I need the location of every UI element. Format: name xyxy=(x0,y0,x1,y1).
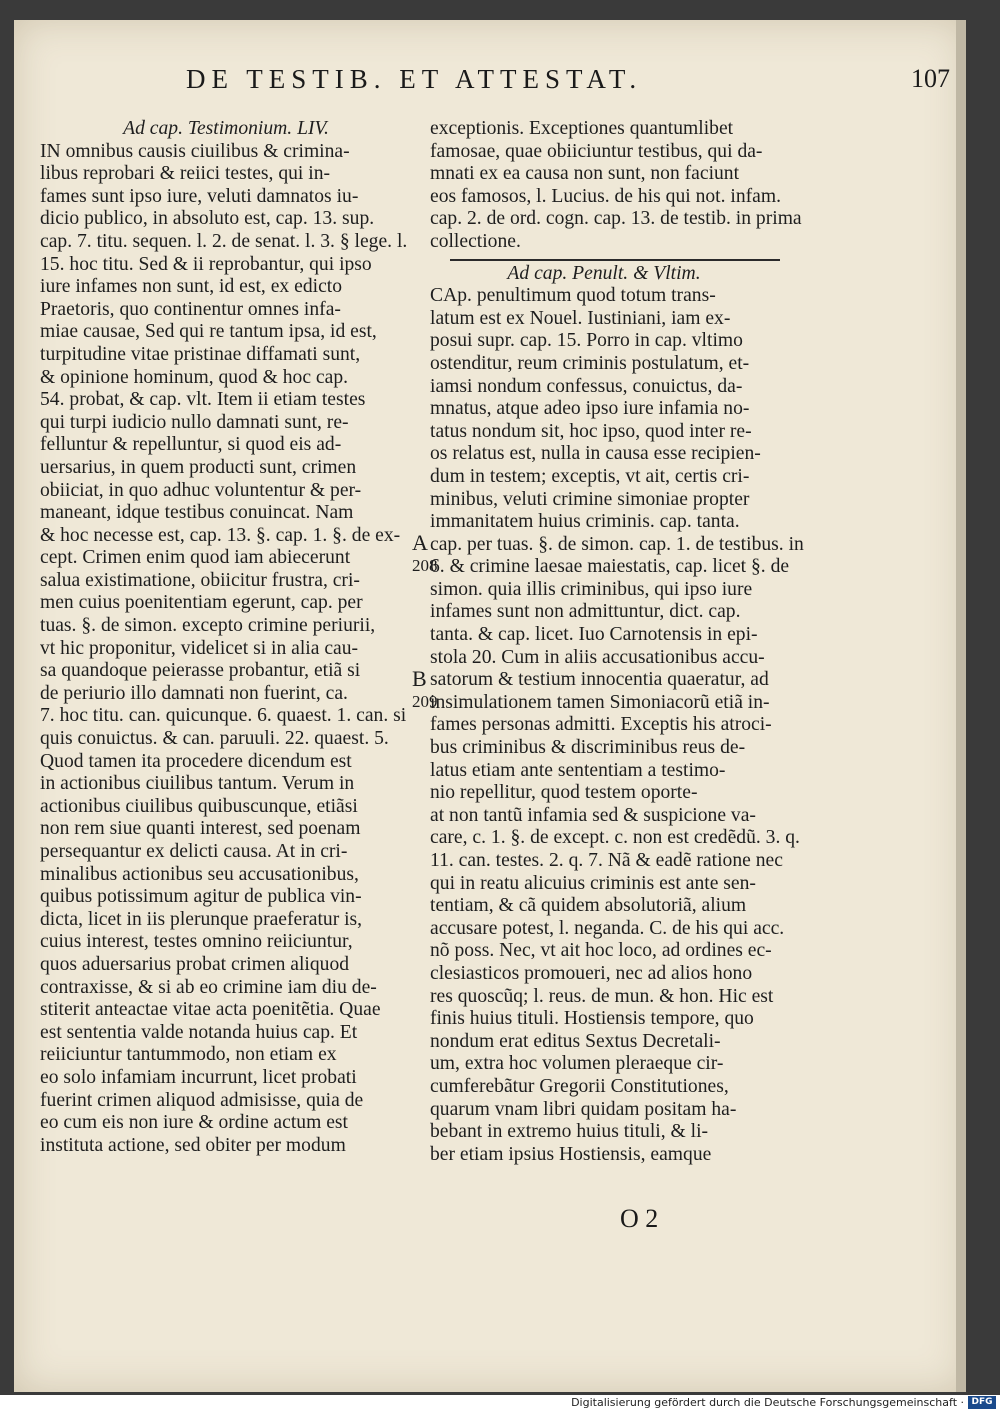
text-line: fames sunt ipso iure, veluti damnatos iu- xyxy=(40,185,359,207)
margin-note-b xyxy=(412,666,438,712)
text-line: bus criminibus & discriminibus reus de- xyxy=(430,737,746,759)
text-line: stiterit anteactae vitae acta poenitẽtia. Quae xyxy=(40,999,381,1021)
text-line: iure infames non sunt, id est, ex edicto xyxy=(40,276,343,298)
right-column-top-text xyxy=(430,118,802,254)
text-line: sa quandoque peierasse probantur, etiã si xyxy=(40,660,361,682)
text-line: accusare potest, l. neganda. C. de his qui acc. xyxy=(430,917,785,939)
margin-letter: B xyxy=(412,666,427,691)
text-line: tatus nondum sit, hoc ipso, quod inter re- xyxy=(430,420,752,442)
text-line: latus etiam ante sententiam a testimo- xyxy=(430,759,726,781)
text-line: tentiam, & cã quidem absolutoriã, alium xyxy=(430,895,747,917)
text-line: quos aduersarius probat crimen aliquod xyxy=(40,953,350,975)
text-line: IN omnibus causis ciuilibus & crimina- xyxy=(40,140,350,162)
section-divider xyxy=(450,259,780,261)
text-line: maneant, idque testibus conuincat. Nam xyxy=(40,502,354,524)
text-line: um, extra hoc volumen pleraeque cir- xyxy=(430,1053,724,1075)
text-line: infames sunt non admittuntur, dict. cap. xyxy=(430,601,741,623)
text-line: CAp. penultimum quod totum trans- xyxy=(430,285,716,307)
text-line: instituta actione, sed obiter per modum xyxy=(40,1134,346,1156)
text-line: care, c. 1. §. de except. c. non est credẽdũ. 3. q. xyxy=(430,827,800,849)
text-line: de periurio illo damnati non fuerint, ca. xyxy=(40,682,348,704)
text-line: bebant in extremo huius tituli, & li- xyxy=(430,1121,709,1143)
text-line: cumferebãtur Gregorii Constitutiones, xyxy=(430,1075,729,1097)
text-line: vt hic proponitur, videlicet si in alia cau- xyxy=(40,637,359,659)
text-line: famosae, quae obiiciuntur testibus, qui da- xyxy=(430,140,763,162)
text-line: at non tantũ infamia sed & suspicione va- xyxy=(430,804,756,826)
text-line: cuius interest, testes omnino reiiciuntur, xyxy=(40,931,353,953)
text-line: felluntur & repelluntur, si quod eis ad- xyxy=(40,434,342,456)
text-line: simon. quia illis criminibus, qui ipso iure xyxy=(430,578,753,600)
section-heading: Ad cap. Testimonium. LIV. xyxy=(123,118,329,139)
text-line: quibus potissimum agitur de publica vin- xyxy=(40,886,362,908)
footer-credit: Digitalisierung gefördert durch die Deutsche Forschungsgemeinschaft · xyxy=(571,1396,964,1409)
text-line: finis huius tituli. Hostiensis tempore, quo xyxy=(430,1008,754,1030)
left-column xyxy=(40,118,412,1157)
text-line: Quod tamen ita procedere dicendum est xyxy=(40,750,352,772)
text-line: res quoscũq; l. reus. de mun. & hon. Hic est xyxy=(430,985,774,1007)
text-line: 54. probat, & cap. vlt. Item ii etiam testes xyxy=(40,389,366,411)
text-line: cap. per tuas. §. de simon. cap. 1. de testibus. in xyxy=(430,533,804,555)
text-line: dicio publico, in absoluto est, cap. 13. sup. xyxy=(40,208,375,230)
text-line: non rem siue quanti interest, sed poenam xyxy=(40,818,361,840)
text-line: fuerint crimen aliquod admisisse, quia de xyxy=(40,1089,364,1111)
text-line: immanitatem huius criminis. cap. tanta. xyxy=(430,511,740,533)
text-line: nio repellitur, quod testem oporte- xyxy=(430,782,698,804)
text-line: reiiciuntur tantummodo, non etiam ex xyxy=(40,1044,337,1066)
text-line: insimulationem tamen Simoniacorũ etiã in- xyxy=(430,691,770,713)
text-line: turpitudine vitae pristinae diffamati sunt, xyxy=(40,343,361,365)
text-line: salua existimatione, obiicitur frustra, cri- xyxy=(40,569,360,591)
text-line: eos famosos, l. Lucius. de his qui not. infam. xyxy=(430,185,782,207)
text-line: exceptionis. Exceptiones quantumlibet xyxy=(430,118,734,139)
text-line: posui supr. cap. 15. Porro in cap. vltimo xyxy=(430,330,743,352)
text-line: 6. & crimine laesae maiestatis, cap. licet §. de xyxy=(430,556,790,578)
text-line: nondum erat editus Sextus Decretali- xyxy=(430,1030,721,1052)
text-line: nõ poss. Nec, vt ait hoc loco, ad ordines ec- xyxy=(430,940,772,962)
margin-note-a xyxy=(412,530,438,576)
right-column xyxy=(430,118,804,1166)
page-number: 107 xyxy=(911,64,950,93)
text-line: miae causae, Sed qui re tantum ipsa, id est, xyxy=(40,321,377,343)
text-line: clesiasticos promoueri, nec ad alios hono xyxy=(430,962,753,984)
text-line: fames personas admitti. Exceptis his atroci- xyxy=(430,714,772,736)
text-line: Praetoris, quo continentur omnes infa- xyxy=(40,298,341,320)
margin-number: 208 xyxy=(412,556,438,575)
running-title: DE TESTIB. ET ATTESTAT. xyxy=(186,64,643,94)
text-line: cap. 7. titu. sequen. l. 2. de senat. l. 3. § lege. l. xyxy=(40,230,408,252)
text-line: uersarius, in quem producti sunt, crimen xyxy=(40,456,357,478)
text-line: tuas. §. de simon. excepto crimine periurii, xyxy=(40,615,376,637)
text-line: eo cum eis non iure & ordine actum est xyxy=(40,1112,348,1134)
section-heading-2: Ad cap. Penult. & Vltim. xyxy=(507,262,701,284)
text-line: quis conuictus. & can. paruuli. 22. quaest. 5. xyxy=(40,728,389,750)
right-column-text xyxy=(430,285,804,1166)
text-line: ber etiam ipsius Hostiensis, eamque xyxy=(430,1143,712,1165)
text-line: & opinione hominum, quod & hoc cap. xyxy=(40,366,349,388)
page-edge xyxy=(956,20,966,1392)
signature-mark: O 2 xyxy=(620,1204,659,1233)
margin-letter: A xyxy=(412,530,428,555)
text-line: actionibus ciuilibus quibuscunque, etiãsi xyxy=(40,795,358,817)
text-line: 7. hoc titu. can. quicunque. 6. quaest. 1. can. si xyxy=(40,705,407,727)
text-line: qui in reatu alicuius criminis est ante sen- xyxy=(430,872,756,894)
text-line: tanta. & cap. licet. Iuo Carnotensis in epi- xyxy=(430,624,758,646)
text-line: dum in testem; exceptis, vt ait, certis cri- xyxy=(430,465,750,487)
footer xyxy=(0,1395,1000,1412)
text-line: os relatus est, nulla in causa esse recipien- xyxy=(430,443,761,465)
text-line: latum est ex Nouel. Iustiniani, iam ex- xyxy=(430,307,731,329)
margin-number: 209 xyxy=(412,692,438,711)
text-line: satorum & testium innocentia quaeratur, ad xyxy=(430,669,769,691)
text-line: est sententia valde notanda huius cap. Et xyxy=(40,1021,358,1043)
dfg-logo: DFG xyxy=(968,1396,996,1409)
text-line: mnatus, atque adeo ipso iure infamia no- xyxy=(430,398,750,420)
text-line: dicta, licet in iis plerunque praeferatur is, xyxy=(40,908,363,930)
text-line: persequantur ex delicti causa. At in cri- xyxy=(40,841,348,862)
text-line: & hoc necesse est, cap. 13. §. cap. 1. §. de ex- xyxy=(40,524,401,546)
text-line: ostenditur, reum criminis postulatum, et- xyxy=(430,352,750,374)
text-line: mnati ex ea causa non sunt, non faciunt xyxy=(430,163,740,185)
text-line: qui turpi iudicio nullo damnati sunt, re- xyxy=(40,411,349,433)
text-line: minalibus actionibus seu accusationibus, xyxy=(40,863,359,885)
text-line: 15. hoc titu. Sed & ii reprobantur, qui ipso xyxy=(40,253,372,275)
text-line: 11. can. testes. 2. q. 7. Nã & eadẽ ratione nec xyxy=(430,850,783,871)
text-line: stola 20. Cum in aliis accusationibus accu- xyxy=(430,646,765,668)
left-column-text xyxy=(40,141,412,1158)
text-line: collectione. xyxy=(430,230,521,252)
text-line: quarum vnam libri quidam positam ha- xyxy=(430,1098,737,1120)
text-line: cept. Crimen enim quod iam abiecerunt xyxy=(40,547,351,569)
text-line: libus reprobari & reiici testes, qui in- xyxy=(40,163,331,185)
text-line: in actionibus ciuilibus tantum. Verum in xyxy=(40,773,355,795)
text-line: eo solo infamiam incurrunt, licet probati xyxy=(40,1066,357,1088)
text-line: contraxisse, & si ab eo crimine iam diu de- xyxy=(40,976,377,998)
text-line: minibus, veluti crimine simoniae propter xyxy=(430,488,750,510)
page-header xyxy=(186,64,956,100)
text-line: obiiciat, in quo adhuc voluntentur & per- xyxy=(40,479,362,501)
text-line: men cuius poenitentiam egerunt, cap. per xyxy=(40,592,363,614)
text-line: iamsi nondum confessus, conuictus, da- xyxy=(430,375,743,397)
text-line: cap. 2. de ord. cogn. cap. 13. de testib. in prima xyxy=(430,208,802,230)
